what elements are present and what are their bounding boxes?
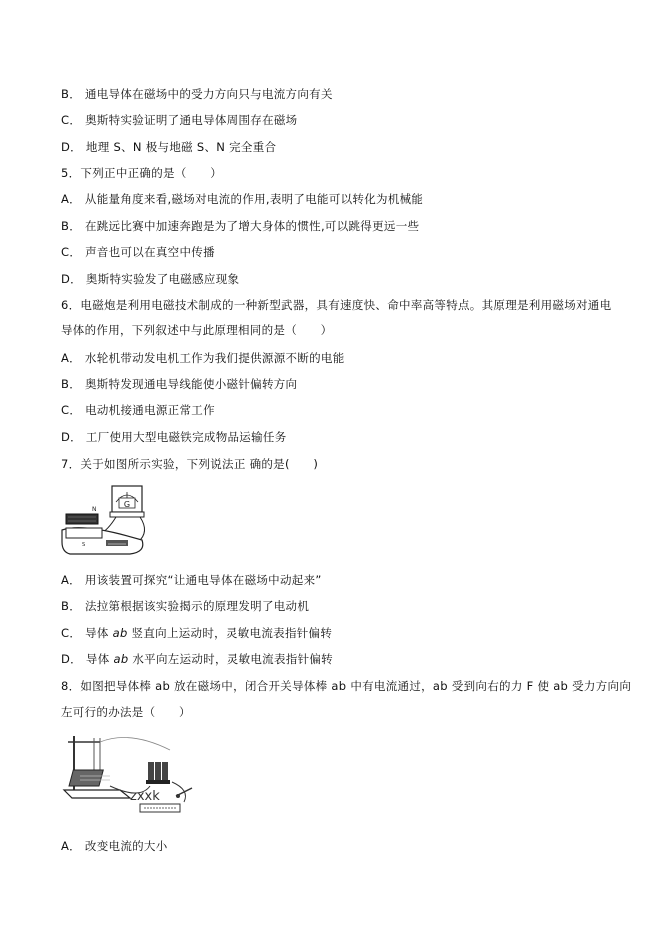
q7d-suffix: 水平向左运动时，灵敏电流表指针偏转	[128, 652, 333, 666]
q5-option-c: C． 声音也可以在真空中传播	[61, 245, 215, 259]
q7-option-d	[61, 651, 333, 667]
question-6-stem-line1: 6．电磁炮是利用电磁技术制成的一种新型武器，具有速度快、命中率高等特点。其原理是利用磁场对通电	[61, 298, 612, 312]
q7d-ab: ab	[113, 652, 129, 666]
q7d-prefix: D． 导体	[61, 652, 114, 666]
magnet-n-label: N	[92, 506, 97, 513]
q6-option-a: A． 水轮机带动发电机工作为我们提供源源不断的电能	[61, 351, 345, 365]
question-7-stem: 7．关于如图所示实验，下列说法正 确的是( )	[61, 457, 319, 471]
q6-option-c: C． 电动机接通电源正常工作	[61, 403, 215, 417]
option-b-text: B． 通电导体在磁场中的受力方向只与电流方向有关	[61, 87, 333, 101]
question-8-stem-line2: 左可行的办法是（ ）	[61, 705, 191, 719]
question-8-stem-line1: 8．如图把导体棒 ab 放在磁场中，闭合开关导体棒 ab 中有电流通过，ab 受到向右的力 F 使 ab 受力方向向	[61, 679, 632, 693]
magnet-s-label: S	[82, 542, 86, 548]
q6-option-b: B． 奥斯特发现通电导线能使小磁针偏转方向	[61, 377, 298, 391]
figure-watermark: zxxk	[130, 789, 160, 804]
q7c-ab: ab	[112, 626, 128, 640]
q8-option-a: A． 改变电流的大小	[61, 839, 168, 853]
q7-option-c	[61, 625, 332, 641]
q7-option-a: A． 用该装置可探究“让通电导体在磁场中动起来”	[61, 573, 322, 587]
question-6-stem-line2: 导体的作用，下列叙述中与此原理相同的是（ ）	[61, 323, 333, 337]
question-5-stem: 5．下列正中正确的是（ ）	[61, 166, 223, 180]
q5-option-a: A． 从能量角度来看,磁场对电流的作用,表明了电能可以转化为机械能	[61, 192, 424, 206]
option-d-text: D． 地理 S、N 极与地磁 S、N 完全重合	[61, 140, 277, 154]
q7-option-b: B． 法拉第根据该实验揭示的原理发明了电动机	[61, 599, 310, 613]
q8-experiment-figure	[60, 730, 210, 824]
q7c-suffix: 竖直向上运动时，灵敏电流表指针偏转	[127, 626, 333, 640]
q5-option-d: D． 奥斯特实验发了电磁感应现象	[61, 272, 240, 286]
q6-option-d: D． 工厂使用大型电磁铁完成物品运输任务	[61, 430, 287, 444]
q7c-prefix: C． 导体	[61, 626, 113, 640]
q5-option-b: B． 在跳远比赛中加速奔跑是为了增大身体的惯性,可以跳得更远一些	[61, 219, 420, 233]
option-c-text: C． 奥斯特实验证明了通电导体周围存在磁场	[61, 113, 298, 127]
q7-experiment-figure	[60, 482, 155, 560]
galvanometer-label: G	[123, 500, 131, 509]
